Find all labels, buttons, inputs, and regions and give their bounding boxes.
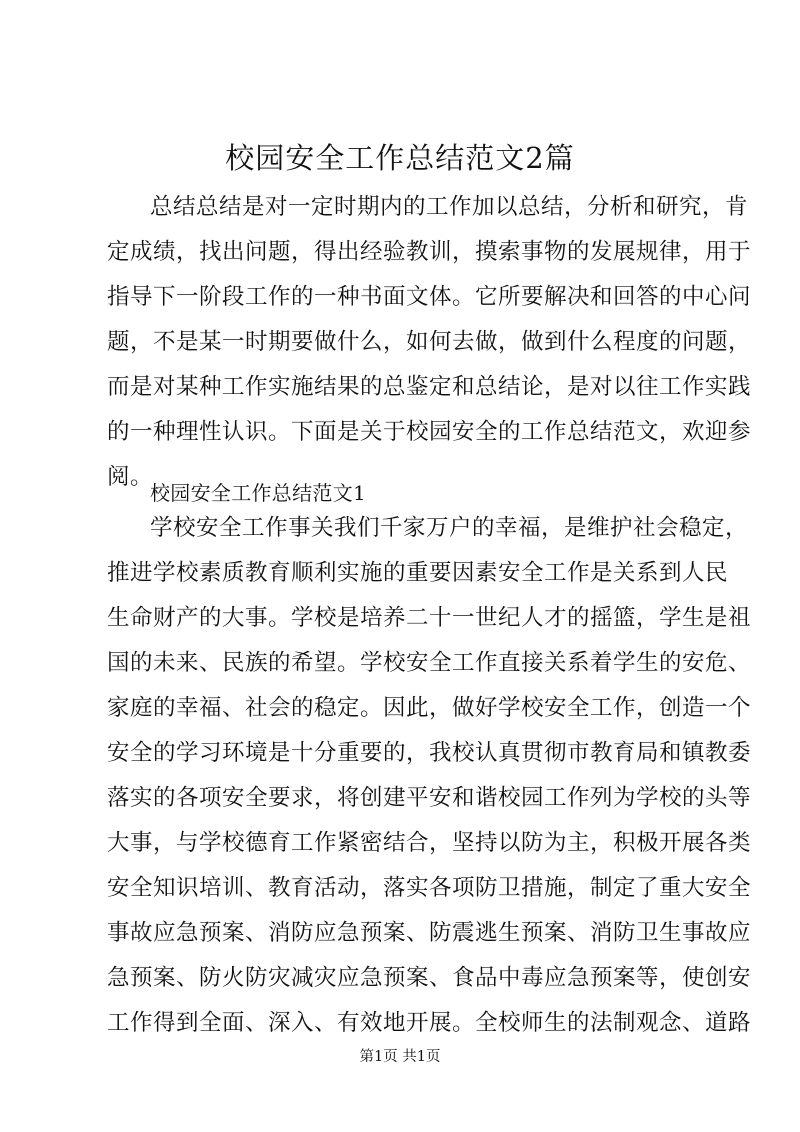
body-line: 安全知识培训、教育活动，落实各项防卫措施，制定了重大安全 xyxy=(107,875,752,901)
intro-line: 的一种理性认识。下面是关于校园安全的工作总结范文，欢迎参 xyxy=(107,419,752,445)
intro-line: 而是对某种工作实施结果的总鉴定和总结论，是对以往工作实践 xyxy=(107,374,752,400)
intro-line: 总结总结是对一定时期内的工作加以总结，分析和研究，肯 xyxy=(150,194,749,220)
intro-line: 阅。 xyxy=(107,464,154,490)
body-line: 急预案、防火防灾减灾应急预案、食品中毒应急预案等，使创安 xyxy=(107,965,752,991)
intro-line: 定成绩，找出问题，得出经验教训，摸索事物的发展规律，用于 xyxy=(107,239,752,265)
intro-line: 题，不是某一时期要做什么，如何去做，做到什么程度的问题， xyxy=(107,329,752,355)
body-line: 推进学校素质教育顺利实施的重要因素安全工作是关系到人民 xyxy=(107,560,729,586)
document-title: 校园安全工作总结范文2篇 xyxy=(225,141,575,175)
body-line: 家庭的幸福、社会的稳定。因此，做好学校安全工作，创造一个 xyxy=(107,695,752,721)
body-line: 国的未来、民族的希望。学校安全工作直接关系着学生的安危、 xyxy=(107,650,752,676)
page-footer: 第1页 共1页 xyxy=(359,1049,441,1065)
body-line: 落实的各项安全要求，将创建平安和谐校园工作列为学校的头等 xyxy=(107,785,752,811)
body-line: 生命财产的大事。学校是培养二十一世纪人才的摇篮，学生是祖 xyxy=(107,605,752,631)
body-line: 工作得到全面、深入、有效地开展。全校师生的法制观念、道路 xyxy=(107,1010,752,1036)
body-line: 安全的学习环境是十分重要的，我校认真贯彻市教育局和镇教委 xyxy=(107,740,752,766)
body-line: 学校安全工作事关我们千家万户的幸福，是维护社会稳定， xyxy=(150,515,749,541)
section-heading: 校园安全工作总结范文1 xyxy=(150,481,367,505)
body-line: 大事，与学校德育工作紧密结合，坚持以防为主，积极开展各类 xyxy=(107,830,752,856)
intro-line: 指导下一阶段工作的一种书面文体。它所要解决和回答的中心问 xyxy=(107,284,752,310)
body-line: 事故应急预案、消防应急预案、防震逃生预案、消防卫生事故应 xyxy=(107,920,752,946)
